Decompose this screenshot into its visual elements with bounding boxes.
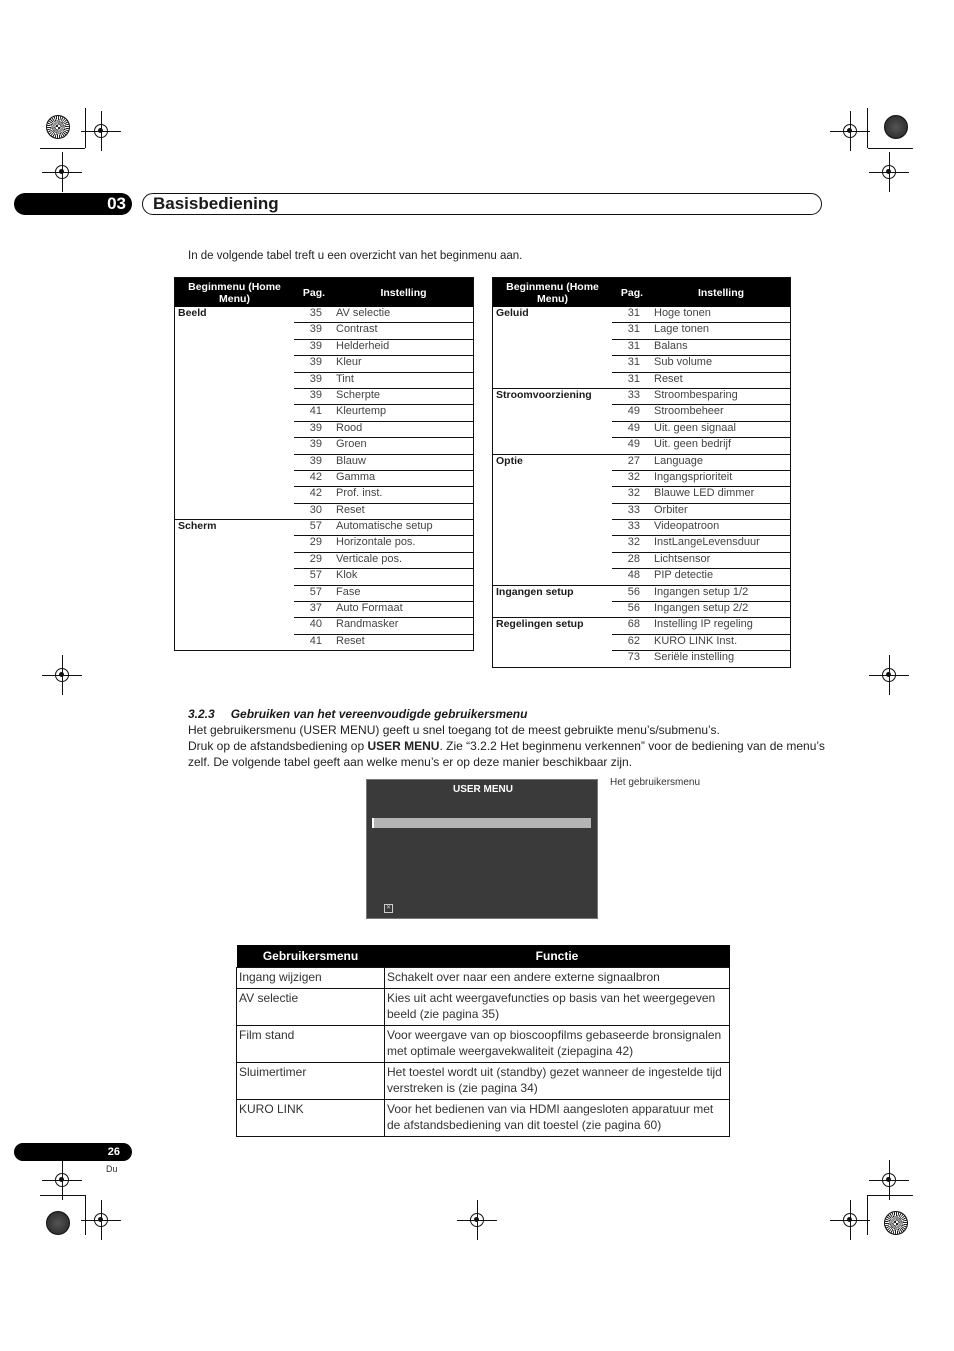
setting-cell: Gamma: [334, 470, 474, 486]
sunburst-mark-icon: [46, 1211, 70, 1235]
page-number-cell: 57: [294, 569, 334, 585]
setting-cell: Helderheid: [334, 339, 474, 355]
column-header-page: Pag.: [294, 278, 334, 308]
user-menu-item: AV selectie: [237, 989, 385, 1026]
page-number-cell: 33: [612, 388, 652, 404]
page-number-cell: 73: [612, 651, 652, 667]
page-number-cell: 49: [612, 421, 652, 437]
table-row: [493, 454, 791, 470]
page-number-cell: 31: [612, 307, 652, 323]
osd-selection-bar: [372, 818, 591, 828]
user-menu-key-label: USER MENU: [367, 739, 440, 753]
table-row: [493, 585, 791, 601]
page-number-cell: 39: [294, 356, 334, 372]
section-number: 3.2.3: [188, 707, 215, 721]
table-row: [237, 1026, 730, 1063]
function-description: Kies uit acht weergavefuncties op basis van het weergegeven beeld (zie pagina 35): [385, 989, 730, 1026]
crop-line: [867, 108, 868, 148]
table-row: [175, 520, 474, 536]
menu-category: Optie: [493, 454, 613, 585]
page-number-cell: 39: [294, 421, 334, 437]
close-box-icon: ✕: [385, 905, 392, 911]
table-header-row: [493, 278, 791, 308]
page-number-cell: 62: [612, 634, 652, 650]
table-row: [493, 618, 791, 634]
setting-cell: Verticale pos.: [334, 552, 474, 568]
crop-line: [867, 1195, 868, 1235]
table-row: [237, 968, 730, 989]
setting-cell: Blauwe LED dimmer: [652, 487, 791, 503]
column-header-setting: Instelling: [334, 278, 474, 308]
column-header-function: Functie: [385, 945, 730, 968]
page-number-cell: 28: [612, 552, 652, 568]
page-number-cell: 37: [294, 602, 334, 618]
setting-cell: Blauw: [334, 454, 474, 470]
page-number-cell: 39: [294, 323, 334, 339]
table-row: [237, 989, 730, 1026]
page-number-cell: 29: [294, 536, 334, 552]
table-row: [175, 307, 474, 323]
page-number-cell: 39: [294, 388, 334, 404]
paragraph-text: . Zie “3.2.2 Het beginmenu verkennen” voor de bediening van de menu’s zelf. De volgende tabel geeft aan welke menu’s er op deze manier beschikbaar zijn.: [188, 739, 825, 769]
page-number-cell: 32: [612, 536, 652, 552]
page-number-cell: 40: [294, 618, 334, 634]
menu-category: Stroomvoorziening: [493, 388, 613, 454]
page-number-cell: 31: [612, 372, 652, 388]
page-number-cell: 39: [294, 454, 334, 470]
table-header-row: [175, 278, 474, 308]
language-code: Du: [106, 1164, 118, 1174]
page-number-cell: 48: [612, 569, 652, 585]
user-menu-item: Ingang wijzigen: [237, 968, 385, 989]
menu-category: Ingangen setup: [493, 585, 613, 618]
setting-cell: Horizontale pos.: [334, 536, 474, 552]
column-header-page: Pag.: [612, 278, 652, 308]
screen-caption: Het gebruikersmenu: [610, 777, 701, 788]
setting-cell: Kleur: [334, 356, 474, 372]
menu-category: Beeld: [175, 307, 295, 520]
page-number-cell: 31: [612, 323, 652, 339]
table-row: [493, 307, 791, 323]
user-menu-screen: [366, 779, 598, 919]
page-number-cell: 41: [294, 634, 334, 650]
page-number-cell: 35: [294, 307, 334, 323]
setting-cell: Scherpte: [334, 388, 474, 404]
page-number-cell: 57: [294, 520, 334, 536]
setting-cell: Auto Formaat: [334, 602, 474, 618]
setting-cell: PIP detectie: [652, 569, 791, 585]
page-number-cell: 57: [294, 585, 334, 601]
user-menu-item: Film stand: [237, 1026, 385, 1063]
setting-cell: Stroombeheer: [652, 405, 791, 421]
crop-line: [85, 1195, 86, 1235]
setting-cell: Tint: [334, 372, 474, 388]
setting-cell: Reset: [334, 634, 474, 650]
setting-cell: Instelling IP regeling: [652, 618, 791, 634]
page-number-cell: 33: [612, 503, 652, 519]
setting-cell: Reset: [652, 372, 791, 388]
setting-cell: Videopatroon: [652, 520, 791, 536]
setting-cell: Uit. geen bedrijf: [652, 438, 791, 454]
setting-cell: Sub volume: [652, 356, 791, 372]
menu-category: Scherm: [175, 520, 295, 651]
setting-cell: Uit. geen signaal: [652, 421, 791, 437]
page-number-cell: 29: [294, 552, 334, 568]
user-menu-function-table: [236, 945, 730, 1137]
setting-cell: Orbiter: [652, 503, 791, 519]
setting-cell: Stroombesparing: [652, 388, 791, 404]
page-number-cell: 68: [612, 618, 652, 634]
setting-cell: Seriële instelling: [652, 651, 791, 667]
column-header-setting: Instelling: [652, 278, 791, 308]
setting-cell: Klok: [334, 569, 474, 585]
intro-text: In de volgende tabel treft u een overzicht van het beginmenu aan.: [188, 250, 523, 262]
crop-line: [868, 148, 913, 149]
setting-cell: Prof. inst.: [334, 487, 474, 503]
table-header-row: [237, 945, 730, 968]
setting-cell: Lichtsensor: [652, 552, 791, 568]
table-row: [493, 388, 791, 404]
page-number-cell: 56: [612, 602, 652, 618]
setting-cell: Balans: [652, 339, 791, 355]
user-menu-item: KURO LINK: [237, 1100, 385, 1137]
setting-cell: Kleurtemp: [334, 405, 474, 421]
column-header-menu: Beginmenu (Home Menu): [175, 278, 295, 308]
setting-cell: Ingangen setup 2/2: [652, 602, 791, 618]
function-description: Het toestel wordt uit (standby) gezet wanneer de ingestelde tijd verstreken is (zie pagina 34): [385, 1063, 730, 1100]
section-heading: [188, 707, 527, 721]
setting-cell: Fase: [334, 585, 474, 601]
crop-line: [85, 108, 86, 148]
crop-line: [40, 148, 85, 149]
page-number-cell: 33: [612, 520, 652, 536]
crop-line: [868, 1195, 913, 1196]
paragraph-text: Druk op de afstandsbediening op: [188, 739, 368, 753]
sunburst-mark-icon: [884, 1211, 908, 1235]
page-number-cell: 32: [612, 470, 652, 486]
page-number: 26: [14, 1143, 132, 1161]
setting-cell: InstLangeLevensduur: [652, 536, 791, 552]
page-number-cell: 27: [612, 454, 652, 470]
table-row: [237, 1063, 730, 1100]
setting-cell: Lage tonen: [652, 323, 791, 339]
menu-category: Regelingen setup: [493, 618, 613, 667]
section-title: Gebruiken van het vereenvoudigde gebruikersmenu: [230, 707, 528, 721]
page-number-cell: 56: [612, 585, 652, 601]
function-description: Schakelt over naar een andere externe signaalbron: [385, 968, 730, 989]
page-number-cell: 41: [294, 405, 334, 421]
setting-cell: Language: [652, 454, 791, 470]
section-paragraph-1: Het gebruikersmenu (USER MENU) geeft u snel toegang tot de meest gebruikte menu’s/submenu’s.: [188, 723, 720, 737]
function-description: Voor het bedienen van via HDMI aangesloten apparatuur met de afstandsbediening van dit toestel (zie pagina 60): [385, 1100, 730, 1137]
page-number-cell: 49: [612, 438, 652, 454]
crop-line: [40, 1195, 85, 1196]
home-menu-table-right: [492, 277, 791, 668]
table-row: [237, 1100, 730, 1137]
setting-cell: KURO LINK Inst.: [652, 634, 791, 650]
page-number-cell: 42: [294, 470, 334, 486]
setting-cell: AV selectie: [334, 307, 474, 323]
chapter-number: 03: [14, 193, 132, 215]
sunburst-mark-icon: [884, 115, 908, 139]
page-number-cell: 42: [294, 487, 334, 503]
page-number-cell: 39: [294, 438, 334, 454]
setting-cell: Rood: [334, 421, 474, 437]
osd-cursor: [372, 818, 374, 828]
menu-category: Geluid: [493, 307, 613, 388]
function-description: Voor weergave van op bioscoopfilms gebaseerde bronsignalen met optimale weergavekwaliteit (ziepagina 42): [385, 1026, 730, 1063]
section-paragraph-2: [188, 739, 828, 770]
page-number-cell: 39: [294, 339, 334, 355]
setting-cell: Reset: [334, 503, 474, 519]
user-menu-item: Sluimertimer: [237, 1063, 385, 1100]
page-number-cell: 49: [612, 405, 652, 421]
setting-cell: Contrast: [334, 323, 474, 339]
setting-cell: Ingangsprioriteit: [652, 470, 791, 486]
page-number-cell: 31: [612, 356, 652, 372]
page-number-cell: 32: [612, 487, 652, 503]
setting-cell: Randmasker: [334, 618, 474, 634]
setting-cell: Groen: [334, 438, 474, 454]
setting-cell: Automatische setup: [334, 520, 474, 536]
setting-cell: Ingangen setup 1/2: [652, 585, 791, 601]
chapter-title: Basisbediening: [142, 193, 822, 215]
column-header-menu: Beginmenu (Home Menu): [493, 278, 613, 308]
page-number-cell: 39: [294, 372, 334, 388]
page-number-cell: 31: [612, 339, 652, 355]
setting-cell: Hoge tonen: [652, 307, 791, 323]
page-number-cell: 30: [294, 503, 334, 519]
sunburst-mark-icon: [46, 115, 70, 139]
osd-title: USER MENU: [452, 784, 513, 795]
home-menu-table-left: [174, 277, 474, 651]
column-header-user-menu: Gebruikersmenu: [237, 945, 385, 968]
